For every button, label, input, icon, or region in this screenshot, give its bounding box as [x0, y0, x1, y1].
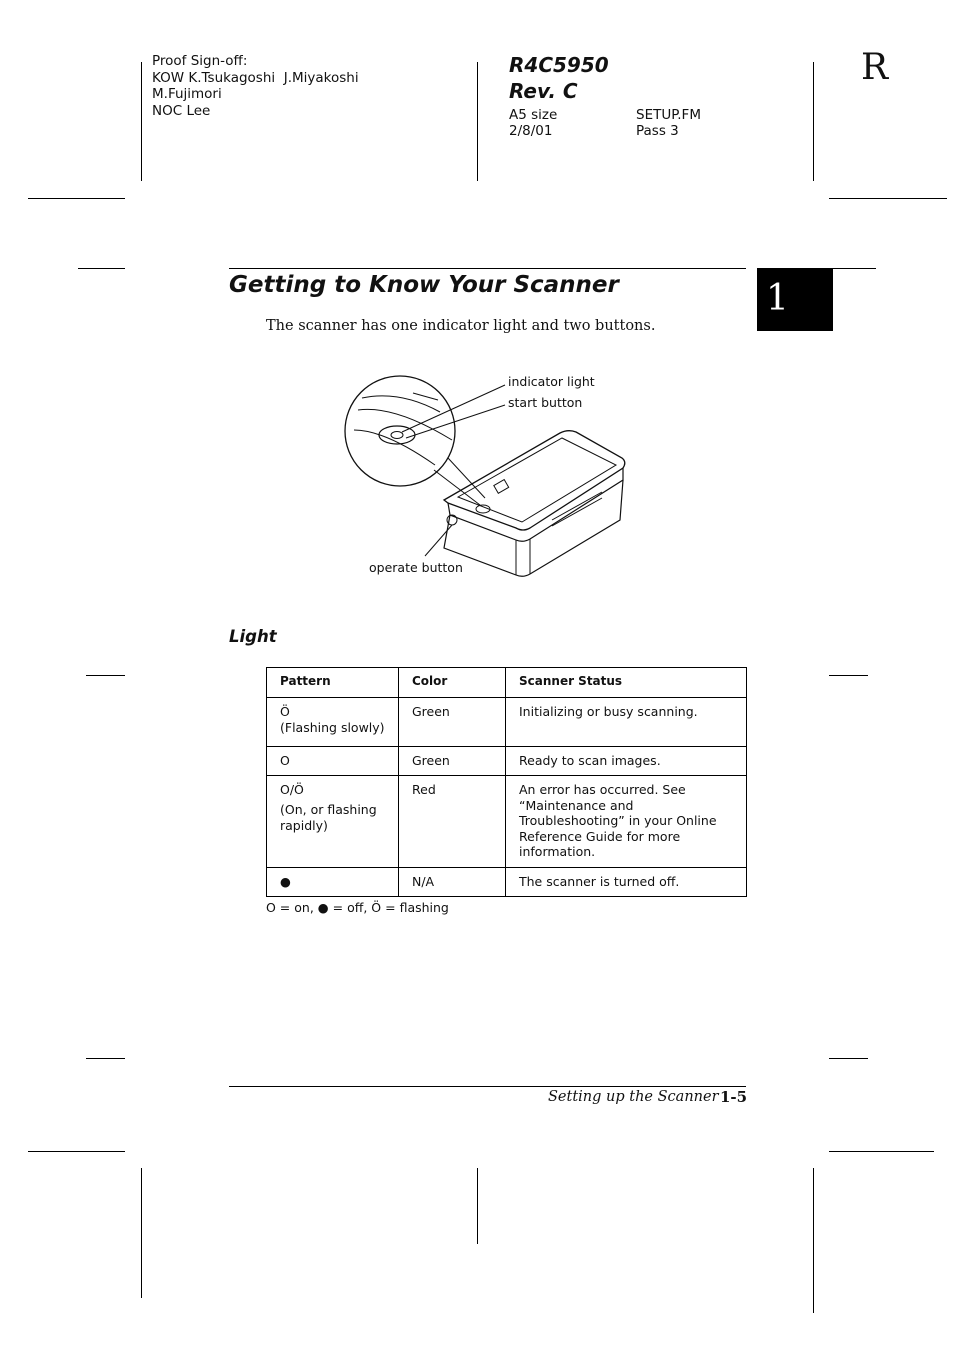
- status-cell: An error has occurred. See “Maintenance and Troubleshooting” in your Online Reference Guide for more information.: [506, 776, 747, 868]
- crop-mark: [28, 1151, 125, 1152]
- zoom-circle: [345, 376, 455, 486]
- intro-text: The scanner has one indicator light and two buttons.: [266, 318, 656, 334]
- off-symbol: ●: [280, 873, 291, 889]
- proof-line: NOC Lee: [152, 102, 211, 119]
- proof-line: M.Fujimori: [152, 86, 222, 102]
- on-symbol: O: [280, 752, 290, 768]
- crop-mark: [141, 1168, 142, 1298]
- crop-mark: [829, 198, 947, 199]
- label-indicator-light: indicator light: [508, 374, 595, 389]
- page-number: 1-5: [720, 1088, 748, 1106]
- crop-mark: [829, 1151, 934, 1152]
- color-cell: Green: [399, 697, 506, 746]
- pattern-cell: [267, 697, 399, 746]
- doc-code-block: [509, 52, 609, 104]
- proof-signoff: [152, 53, 359, 119]
- subsection-title: Light: [229, 627, 277, 646]
- table-row: [267, 867, 747, 897]
- chapter-number: 1: [766, 278, 789, 319]
- table-row: [267, 746, 747, 776]
- crop-mark: [78, 268, 125, 269]
- status-cell: Initializing or busy scanning.: [506, 697, 747, 746]
- doc-revision: Rev. C: [509, 79, 578, 103]
- color-cell: Red: [399, 776, 506, 868]
- table-row: [267, 776, 747, 868]
- zoom-indicator-light: [391, 432, 403, 439]
- corner-letter: R: [861, 47, 889, 88]
- title-rule: [229, 268, 746, 269]
- header-pattern: Pattern: [267, 668, 399, 698]
- crop-mark: [86, 675, 125, 676]
- label-operate-button: operate button: [369, 560, 463, 575]
- doc-file: SETUP.FM: [636, 107, 701, 123]
- symbol-legend: O = on, ● = off, Ö = flashing: [266, 900, 449, 915]
- crop-mark: [477, 62, 478, 181]
- proof-line: Proof Sign-off:: [152, 53, 248, 69]
- footer-rule: [229, 1086, 746, 1087]
- crop-mark: [86, 1058, 125, 1059]
- doc-date: 2/8/01: [509, 123, 553, 139]
- crop-mark: [829, 1058, 868, 1059]
- crop-mark: [477, 1168, 478, 1244]
- footer-section: Setting up the Scanner: [548, 1089, 719, 1105]
- color-cell: N/A: [399, 867, 506, 897]
- scanner-illustration: [340, 370, 640, 585]
- crop-mark: [813, 1168, 814, 1313]
- pattern-cell: [267, 776, 399, 868]
- pattern-cell: [267, 867, 399, 897]
- color-cell: Green: [399, 746, 506, 776]
- on-or-flashing-symbol: O/Ö: [280, 782, 304, 797]
- section-title: Getting to Know Your Scanner: [229, 272, 619, 298]
- crop-mark: [813, 62, 814, 181]
- doc-code: R4C5950: [509, 53, 609, 77]
- status-cell: Ready to scan images.: [506, 746, 747, 776]
- flashing-symbol: Ö: [280, 703, 290, 719]
- light-status-table: [266, 667, 747, 897]
- lid-window: [494, 480, 509, 494]
- header-status: Scanner Status: [506, 668, 747, 698]
- crop-mark: [829, 268, 876, 269]
- pattern-cell: [267, 746, 399, 776]
- crop-mark: [28, 198, 125, 199]
- label-start-button: start button: [508, 395, 583, 410]
- status-cell: The scanner is turned off.: [506, 867, 747, 897]
- crop-mark: [141, 62, 142, 181]
- table-header-row: [267, 668, 747, 698]
- pattern-desc: (On, or flashing rapidly): [280, 802, 377, 833]
- proof-line: KOW K.Tsukagoshi J.Miyakoshi: [152, 69, 359, 86]
- header-color: Color: [399, 668, 506, 698]
- crop-mark: [829, 675, 868, 676]
- doc-size: A5 size: [509, 107, 558, 123]
- pattern-desc: (Flashing slowly): [280, 719, 385, 735]
- doc-pass: Pass 3: [636, 123, 679, 139]
- table-row: [267, 697, 747, 746]
